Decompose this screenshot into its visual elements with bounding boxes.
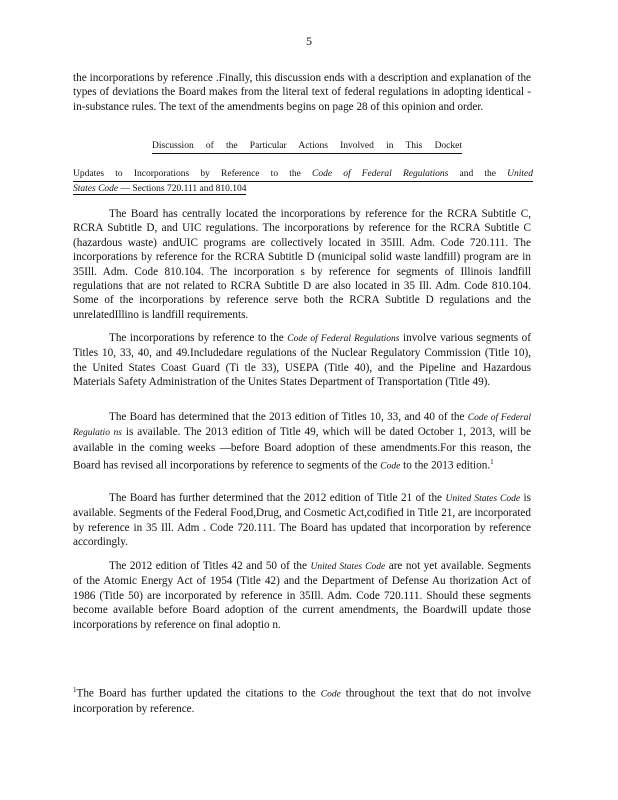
usc-title: United States Code xyxy=(445,494,521,504)
cfr-title: Code of Federal Regulations xyxy=(311,169,449,179)
cfr-title: Code of Federal Regulations xyxy=(287,334,400,344)
footnote: $^1$The Board has further updated the citations to the Code throughout the text that do not involve incorporation by reference. xyxy=(73,686,531,716)
paragraph-1: The Board has centrally located the incorporations by reference for the RCRA Subtitle C, RCRA Subtitle D, and UIC regulations. The incorporations by reference for the RCRA Subtitle C (hazardous waste) andUIC programs are collectively located in 35Ill. Adm. Code 720.111. The incorporations by reference for the RCRA Subtitle D (municipal solid waste landfill) program are in 35Ill. Adm. Code 810.104. The incorporation s by reference for segments of Illinois landfill regulations that are not related to RCRA Subtitle D are also located in 35 Ill. Adm. Code 810.104. Some of the incorporations by reference serve both the RCRA Subtitle D regulations and the unrelatedIllino is landfill requirements. xyxy=(73,208,531,321)
cfr-title: Code of Federal Regulatio ns xyxy=(73,413,532,439)
footnote-marker: 1 xyxy=(73,686,77,694)
paragraph-3: The Board has determined that the 2013 edition of Titles 10, 33, and 40 of the Code of Federal Regulatio ns is available. The 2013 edition of Title 49, which will be dated October 1, 2013, will be available in the coming weeks —before Board adoption of these amendments.For this reason, the Board has revised all incorporations by reference to segments of the Code to the 2013 edition.$^1$ xyxy=(73,411,532,472)
paragraph-2: The incorporations by reference to the Code of Federal Regulations involve various segments of Titles 10, 33, 40, and 49.Includedare regulations of the Nuclear Regulatory Commission (Title 10), the United States Coast Guard (Ti tle 33), USEPA (Title 40), and the Pipeline and Hazardous Materials Safety Administration of the Unites States Department of Transportation (Title 49). xyxy=(73,332,532,389)
intro-paragraph: the incorporations by reference .Finally, this discussion ends with a description and explanation of the types of deviations the Board makes from the literal text of federal regulations in adopting identical -in-substance rules. The text of the amendments begins on page 28 of this opinion and order. xyxy=(73,72,531,113)
code-title: Code xyxy=(380,461,401,472)
paragraph-4: The Board has further determined that the 2012 edition of Title 21 of the United States Code is available. Segments of the Federal Food,Drug, and Cosmetic Act,codified in Title 21, are incorporated by reference in 35 Ill. Adm . Code 720.111. The Board has updated that incorporation by reference accordingly. xyxy=(73,492,531,549)
usc-title: United xyxy=(507,169,533,179)
page-number: 5 xyxy=(306,34,312,48)
section-heading: Discussion of the Particular Actions Involved in This Docket xyxy=(152,140,462,154)
footnote-reference[interactable]: 1 xyxy=(490,458,494,467)
usc-title: United States Code xyxy=(310,562,386,572)
subsection-heading-line2 xyxy=(73,181,533,195)
usc-title: States Code xyxy=(73,184,119,194)
code-title: Code xyxy=(320,689,341,700)
paragraph-5: The 2012 edition of Titles 42 and 50 of the United States Code are not yet available. Segments of the Atomic Energy Act of 1954 (Title 42) and the Department of Defense Au thorization Act of 1986 (Title 50) are incorporated by reference in 35Ill. Adm. Code 720.111. Should these segments become available before Board adoption of the current amendments, the Boardwill update those incorporations by reference on final adoptio n. xyxy=(73,560,531,631)
subsection-heading-text: and the xyxy=(448,169,508,179)
subsection-heading-line1 xyxy=(73,168,533,180)
subsection-heading-text: Updates to Incorporations by Reference to the xyxy=(73,169,312,179)
subsection-heading-text: — Sections 720.111 and 810.104 xyxy=(118,184,247,194)
